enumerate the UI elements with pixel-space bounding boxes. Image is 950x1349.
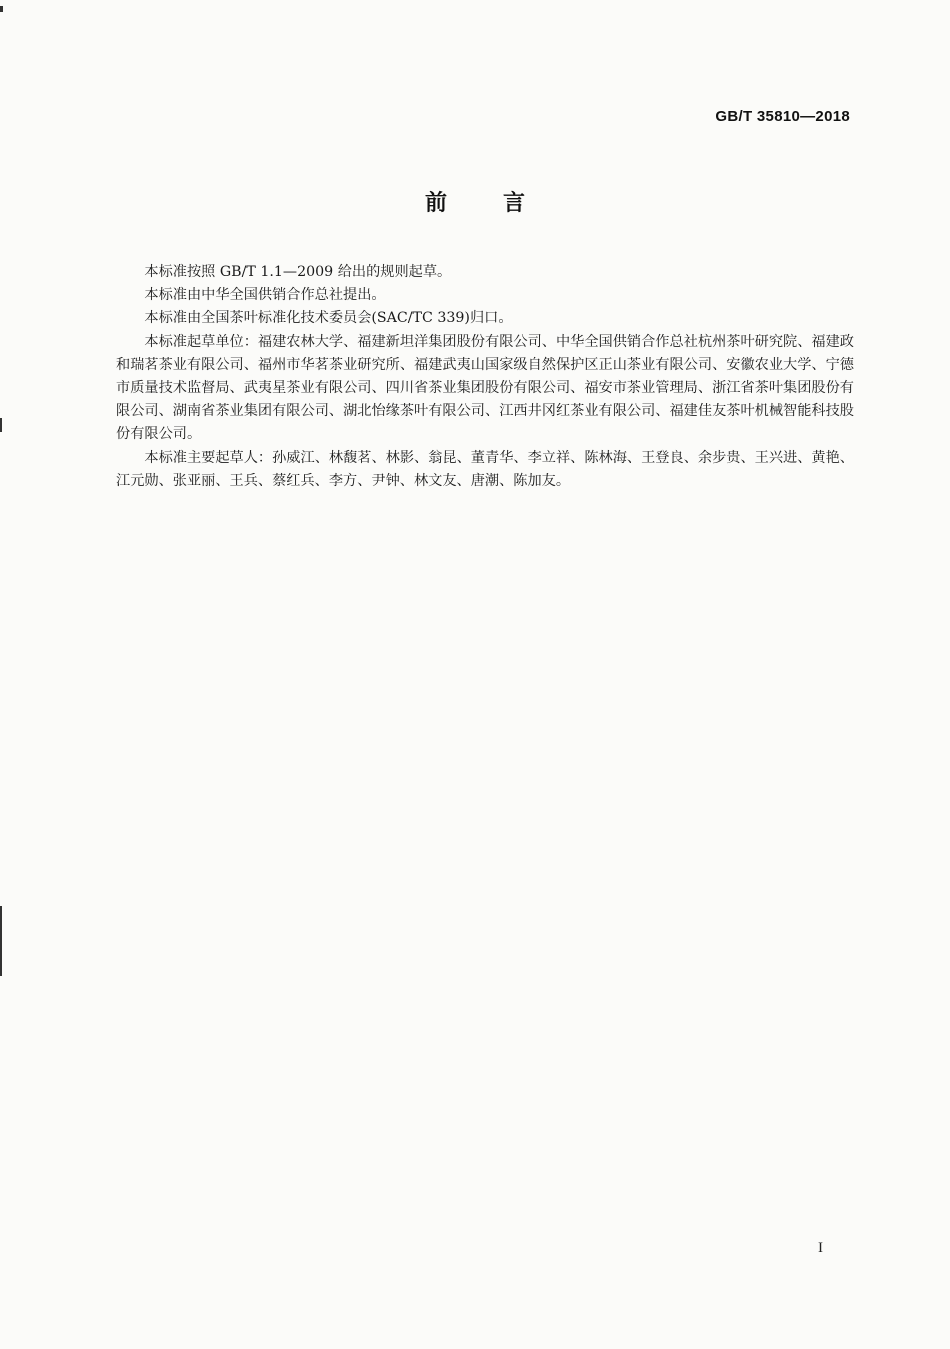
standard-number: GB/T 35810—2018: [715, 108, 850, 125]
paragraph-proposer: 本标准由中华全国供销合作总社提出。: [144, 287, 386, 304]
page-number: I: [818, 1240, 823, 1256]
page-title: 前言: [424, 191, 581, 216]
paragraph-drafting-rules: 本标准按照 GB/T 1.1—2009 给出的规则起草。: [144, 264, 452, 280]
scan-edge-mark: [0, 6, 3, 12]
scan-edge-mark: [0, 906, 2, 976]
paragraph-administrator: 本标准由全国茶叶标准化技术委员会(SAC/TC 339)归口。: [144, 310, 513, 327]
paragraph-drafting-units: 本标准起草单位：福建农林大学、福建新坦洋集团股份有限公司、中华全国供销合作总社杭州茶叶研究院、福建政和瑞茗茶业有限公司、福州市华茗茶业研究所、福建武夷山国家级自然保护区正山茶业有限公司、安徽农业大学、宁德市质量技术监督局、武夷星茶业有限公司、四川省茶业集团股份有限公司、福安市茶业管理局、浙江省茶叶集团股份有限公司、湖南省茶业集团有限公司、湖北怡缘茶叶有限公司、江西井冈红茶业有限公司、福建佳友茶叶机械智能科技股份有限公司。: [116, 333, 854, 443]
paragraph-drafters: 本标准主要起草人：孙威江、林馥茗、林影、翁昆、董青华、李立祥、陈林海、王登良、余步贵、王兴进、黄艳、江元勋、张亚丽、王兵、蔡红兵、李方、尹钟、林文友、唐潮、陈加友。: [116, 449, 854, 489]
preface-body: [116, 261, 854, 493]
scan-edge-mark: [0, 418, 2, 432]
